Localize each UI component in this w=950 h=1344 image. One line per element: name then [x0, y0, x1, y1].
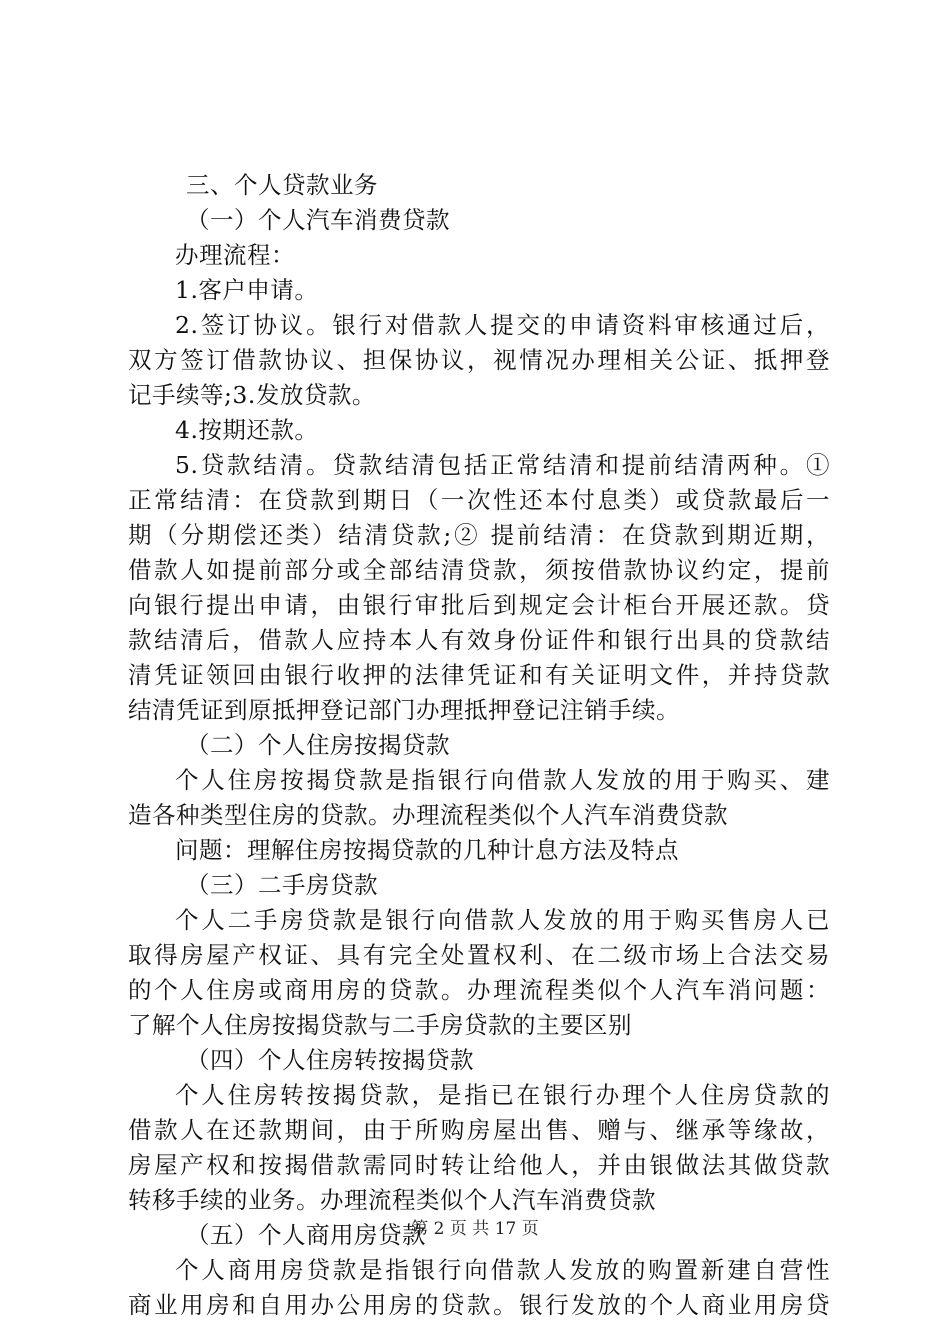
text-line: 借款人在还款期间，由于所购房屋出售、赠与、继承等缘故， — [128, 1116, 830, 1144]
text-line: 的个人住房或商用房的贷款。办理流程类似个人汽车消问题： — [128, 976, 830, 1004]
text-line: 款结清后，借款人应持本人有效身份证件和银行出具的贷款结 — [128, 626, 830, 654]
document-body — [128, 168, 830, 1323]
text-line: 转移手续的业务。办理流程类似个人汽车消费贷款 — [128, 1186, 656, 1214]
text-line: 期（分期偿还类）结清贷款;② 提前结清：在贷款到期近期， — [128, 521, 830, 549]
text-line: 结清凭证到原抵押登记部门办理抵押登记注销手续。 — [128, 696, 680, 724]
text-line: 双方签订借款协议、担保协议，视情况办理相关公证、抵押登 — [128, 346, 830, 374]
text-line: 个人商用房贷款是指银行向借款人发放的购置新建自营性 — [175, 1256, 830, 1284]
text-line: 取得房屋产权证、具有完全处置权利、在二级市场上合法交易 — [128, 941, 830, 969]
page-footer: 第 2 页 共 17 页 — [411, 1219, 539, 1239]
text-line: 借款人如提前部分或全部结清贷款，须按借款协议约定，提前 — [128, 556, 830, 584]
text-line: 问题：理解住房按揭贷款的几种计息方法及特点 — [175, 836, 679, 864]
subsection-heading: （五）个人商用房贷款 — [186, 1221, 426, 1249]
subsection-heading: （一）个人汽车消费贷款 — [186, 206, 450, 234]
text-line: 4.按期还款。 — [175, 416, 319, 444]
text-line: 向银行提出申请，由银行审批后到规定会计柜台开展还款。贷 — [128, 591, 830, 619]
subsection-heading: （四）个人住房转按揭贷款 — [186, 1046, 474, 1074]
text-line: 房屋产权和按揭借款需同时转让给他人，并由银做法其做贷款 — [128, 1151, 830, 1179]
subsection-heading: （三）二手房贷款 — [186, 871, 378, 899]
text-line: 个人二手房贷款是银行向借款人发放的用于购买售房人已 — [175, 906, 830, 934]
text-line: 商业用房和自用办公用房的贷款。银行发放的个人商业用房贷 — [128, 1291, 830, 1319]
text-line: 5.贷款结清。贷款结清包括正常结清和提前结清两种。① — [175, 451, 830, 479]
text-line: 2.签订协议。银行对借款人提交的申请资料审核通过后， — [175, 311, 830, 339]
text-line: 记手续等;3.发放贷款。 — [128, 381, 376, 409]
text-line: 1.客户申请。 — [175, 276, 319, 304]
text-line: 正常结清：在贷款到期日（一次性还本付息类）或贷款最后一 — [128, 486, 830, 514]
text-line: 了解个人住房按揭贷款与二手房贷款的主要区别 — [128, 1011, 632, 1039]
subsection-heading: （二）个人住房按揭贷款 — [186, 731, 450, 759]
text-line: 个人住房转按揭贷款，是指已在银行办理个人住房贷款的 — [175, 1081, 830, 1109]
text-line: 个人住房按揭贷款是指银行向借款人发放的用于购买、建 — [175, 766, 830, 794]
text-line: 清凭证领回由银行收押的法律凭证和有关证明文件，并持贷款 — [128, 661, 830, 689]
section-heading: 三、个人贷款业务 — [186, 171, 378, 199]
text-line: 办理流程： — [175, 241, 295, 269]
text-line: 造各种类型住房的贷款。办理流程类似个人汽车消费贷款 — [128, 801, 728, 829]
